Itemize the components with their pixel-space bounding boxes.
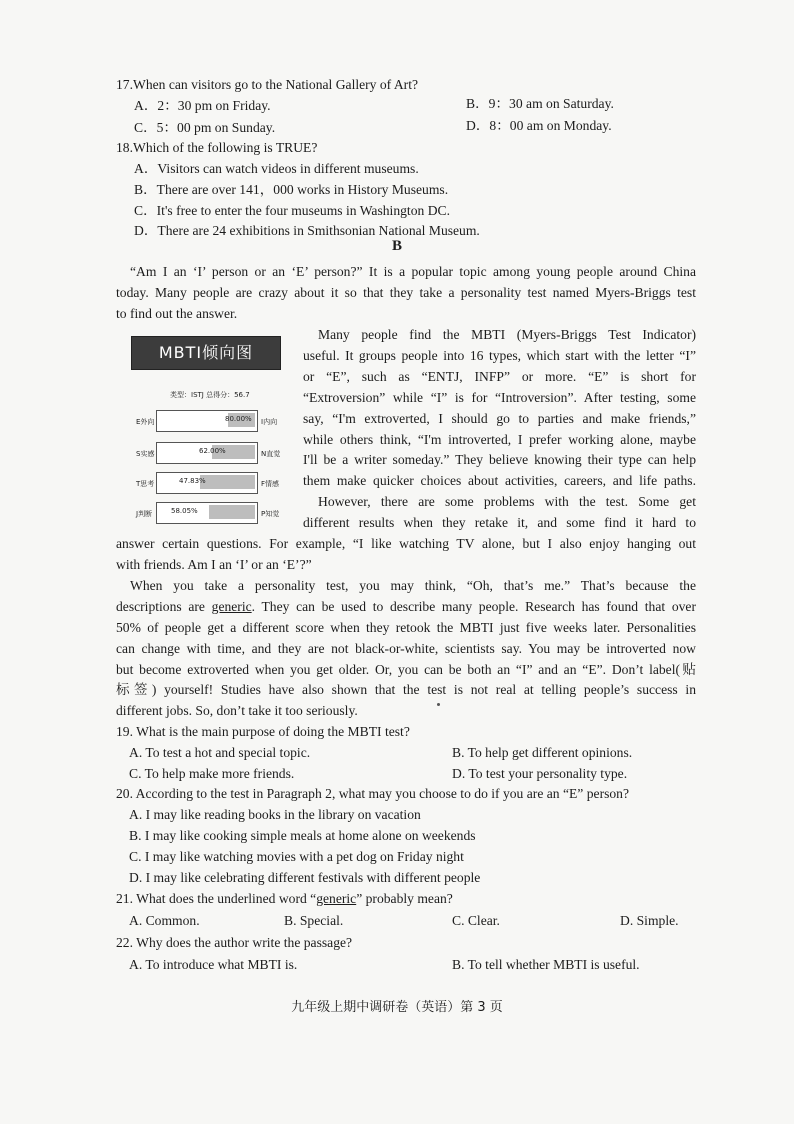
mbti-figure-subtitle: 类型：ISTJ 总得分：56.7 [170,391,250,399]
q20-option-c: C. I may like watching movies with a pet dog on Friday night [129,849,464,864]
wrap-line-1: Many people find the MBTI (Myers-Briggs Test Indicator) [318,327,696,342]
mbti-bar [156,472,258,494]
mbti-row-jp [128,502,298,522]
q20-option-a: A. I may like reading books in the library on vacation [129,807,421,822]
wrap-line-5: say, “I'm extroverted, I should go to parties and make friends,” [303,411,696,426]
q21-option-b: B. Special. [284,913,344,928]
q17-option-b: B．9：30 am on Saturday. [466,96,614,111]
mbti-row-left-label: J判断 [136,510,153,518]
mbti-figure-title: MBTI倾向图 [131,336,281,370]
q20-option-d: D. I may like celebrating different festivals with different people [129,870,481,885]
q17-option-c: C．5：00 pm on Sunday. [134,120,276,135]
mbti-row-right-label: I内向 [261,418,278,426]
wrap-line-6: while others think, “I'm introverted, I prefer working alone, maybe [303,432,696,447]
q18-option-c: C．It's free to enter the four museums in Washington DC. [134,203,450,218]
q19-option-b: B. To help get different opinions. [452,745,633,760]
page-footer: 九年级上期中调研卷（英语）第 3 页 [291,1000,503,1015]
p3-line-7: different jobs. So, don’t take it too seriously. [116,703,358,718]
mbti-bar-value: 47.83% [179,477,206,485]
underlined-word: generic [316,891,357,906]
mbti-bar-value: 80.00% [225,415,252,423]
p3-line-5: but become extroverted when you get older. Or, you can be both an “I” and an “E”. Don’t label(贴 [116,662,696,677]
q21-stem: 21. What does the underlined word “generic” probably mean? [116,891,453,906]
mbti-row-ei [128,410,298,430]
q21-option-d: D. Simple. [620,913,679,928]
q17-option-a: A．2：30 pm on Friday. [134,98,271,113]
after-line-1: answer certain questions. For example, “I like watching TV alone, but I also enjoy hanging out [116,536,696,551]
mbti-bar-value: 58.05% [171,507,198,515]
intro-line-1: “Am I an ‘I’ person or an ‘E’ person?” It is a popular topic among young people around China [130,264,696,279]
wrap-line-2: useful. It groups people into 16 types, which start with the letter “I” [303,348,696,363]
intro-line-2: today. Many people are crazy about it so that they take a personality test named Myers-Briggs test [116,285,696,300]
q18-option-a: A．Visitors can watch videos in different museums. [134,161,419,176]
q18-option-b: B．There are over 141，000 works in History Museums. [134,182,449,197]
mbti-bar [156,502,258,524]
mbti-row-tf [128,472,298,492]
q17-stem: 17.When can visitors go to the National Gallery of Art? [116,77,419,92]
p3-line-2: descriptions are generic. They can be used to describe many people. Research has found that over [116,599,696,614]
mbti-row-left-label: E外向 [136,418,155,426]
q19-stem: 19. What is the main purpose of doing the MBTI test? [116,724,410,739]
q22-option-b: B. To tell whether MBTI is useful. [452,957,640,972]
wrap-line-4: “Extroversion” while “I” is for “Introversion”. After testing, some [303,390,696,405]
q22-stem: 22. Why does the author write the passage? [116,935,353,950]
p3-line-4: can change with time, and they are not black-or-white, scientists say. You may be introverted now [116,641,696,656]
q19-option-d: D. To test your personality type. [452,766,628,781]
mbti-row-right-label: F情感 [261,480,280,488]
p3-line-3: 50% of people get a different score when they retook the MBTI just five weeks later. Personalities [116,620,696,635]
q19-option-a: A. To test a hot and special topic. [129,745,311,760]
mbti-bar [156,442,258,464]
q18-stem: 18.Which of the following is TRUE? [116,140,318,155]
wrap-line-3: or “E”, such as “ENTJ, INFP” or more. “E” is short for [303,369,696,384]
mbti-row-sn [128,442,298,462]
after-line-2: with friends. Am I an ‘I’ or an ‘E’?” [116,557,312,572]
q20-option-b: B. I may like cooking simple meals at home alone on weekends [129,828,476,843]
q22-option-a: A. To introduce what MBTI is. [129,957,298,972]
underlined-word: generic [211,599,252,614]
intro-line-3: to find out the answer. [116,306,238,321]
wrap-line-7: I'll be a writer someday.” They believe knowing their type can help [303,452,696,467]
p3-line-6: 标签) yourself! Studies have also shown that the test is not real at telling people’s success in [116,682,696,697]
q21-option-a: A. Common. [129,913,200,928]
wrap-line-10: different results when they retake it, and some find it hard to [303,515,696,530]
q19-option-c: C. To help make more friends. [129,766,295,781]
mbti-bar [156,410,258,432]
mbti-row-right-label: P知觉 [261,510,280,518]
mbti-row-left-label: T思考 [136,480,155,488]
p3-line-1: When you take a personality test, you may think, “Oh, that’s me.” That’s because the [130,578,696,593]
wrap-line-8: them make quicker choices about activities, careers, and life paths. [303,473,696,488]
mbti-row-left-label: S实感 [136,450,155,458]
speck-mark [437,703,440,706]
mbti-figure [128,330,298,530]
section-heading: B [391,238,402,254]
q21-option-c: C. Clear. [452,913,500,928]
mbti-row-right-label: N直觉 [261,450,281,458]
wrap-line-9: However, there are some problems with the test. Some get [318,494,696,509]
q17-option-d: D．8：00 am on Monday. [466,118,612,133]
mbti-bar-value: 62.00% [199,447,226,455]
mbti-bar-fill [200,475,255,489]
mbti-bar-fill [209,505,255,519]
q18-option-d: D．There are 24 exhibitions in Smithsonian National Museum. [134,223,480,238]
q20-stem: 20. According to the test in Paragraph 2, what may you choose to do if you are an “E” person? [116,786,630,801]
